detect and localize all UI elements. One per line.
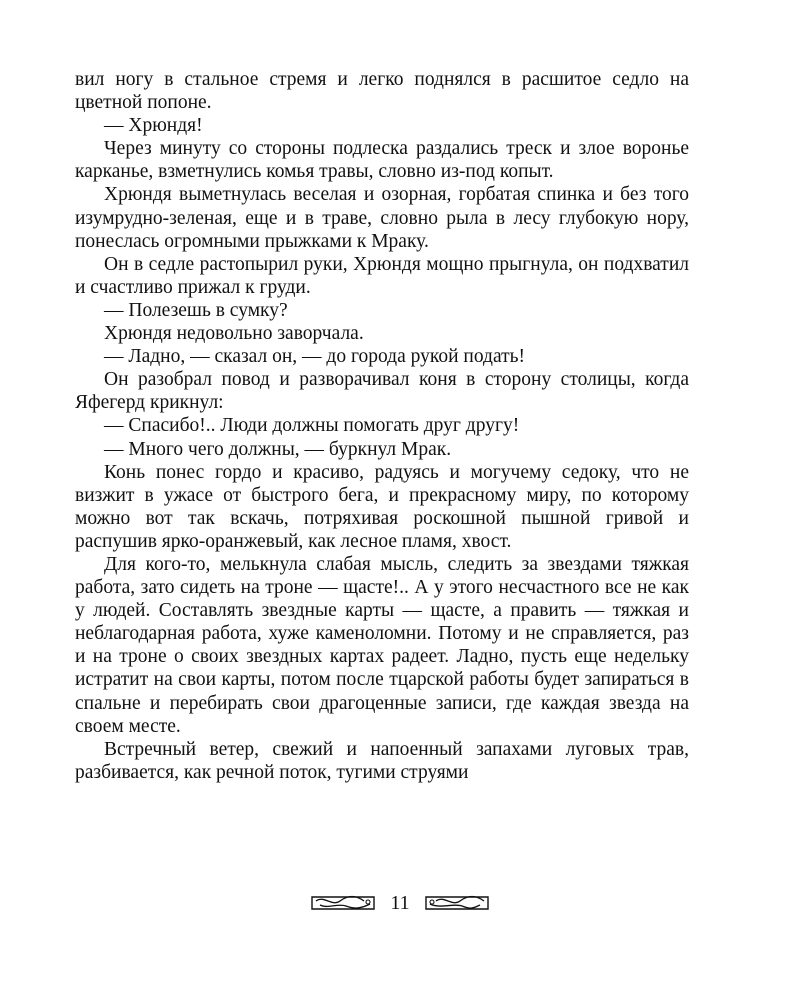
left-ornament-icon: [310, 893, 376, 913]
paragraph: — Спасибо!.. Люди должны помогать друг другу!: [104, 415, 520, 437]
body-text: [75, 68, 689, 784]
paragraph: Через минуту со стороны подлеска раздались треск и злое воронье карканье, взметнулись комья травы, словно из-под копыт.: [75, 138, 689, 183]
right-ornament-icon: [424, 893, 490, 913]
paragraph: Хрюндя недовольно заворчала.: [104, 323, 364, 345]
paragraph: — Ладно, — сказал он, — до города рукой подать!: [104, 346, 526, 368]
paragraph: — Много чего должны, — буркнул Мрак.: [104, 438, 452, 460]
paragraph: Он разобрал повод и разворачивал коня в сторону столицы, когда Яфегерд крикнул:: [75, 369, 689, 414]
paragraph: — Хрюндя!: [104, 115, 203, 137]
paragraph: Он в седле растопырил руки, Хрюндя мощно прыгнула, он подхватил и счастливо прижал к груди.: [75, 253, 689, 298]
paragraph: Хрюндя выметнулась веселая и озорная, горбатая спинка и без того изумрудно-зеленая, еще и в траве, словно рыла в лесу глубокую нору, понеслась огромными прыжками к Мраку.: [75, 184, 689, 252]
paragraph: вил ногу в стальное стремя и легко поднялся в расшитое седло на цветной попоне.: [75, 69, 689, 114]
paragraph: — Полезешь в сумку?: [104, 299, 288, 321]
paragraph: Встречный ветер, свежий и напоенный запахами луговых трав, разбивается, как речной поток, тугими струями: [75, 738, 689, 783]
page-footer: [0, 888, 800, 918]
paragraph: Конь понес гордо и красиво, радуясь и могучему седоку, что не визжит в ужасе от быстрого бега, и прекрасному миру, по которому можно вот так вскачь, потряхивая роскошной пышной гривой и распушив ярко-оранжевый, как лесное пламя, хвост.: [75, 461, 689, 552]
page-number: 11: [390, 892, 410, 914]
paragraph: Для кого-то, мелькнула слабая мысль, следить за звездами тяжкая работа, зато сидеть на троне — щасте!.. А у этого несчастного все не как у людей. Составлять звездные карты — щасте, а править — тяжкая и неблагодарная работа, хуже каменоломни. Потому и не справляется, раз и на троне о своих звездных картах радеет. Ладно, пусть еще недельку истратит на свои карты, потом после тцарской работы будет запираться в спальне и перебирать свои драгоценные записи, где каждая звезда на своем месте.: [75, 553, 689, 737]
